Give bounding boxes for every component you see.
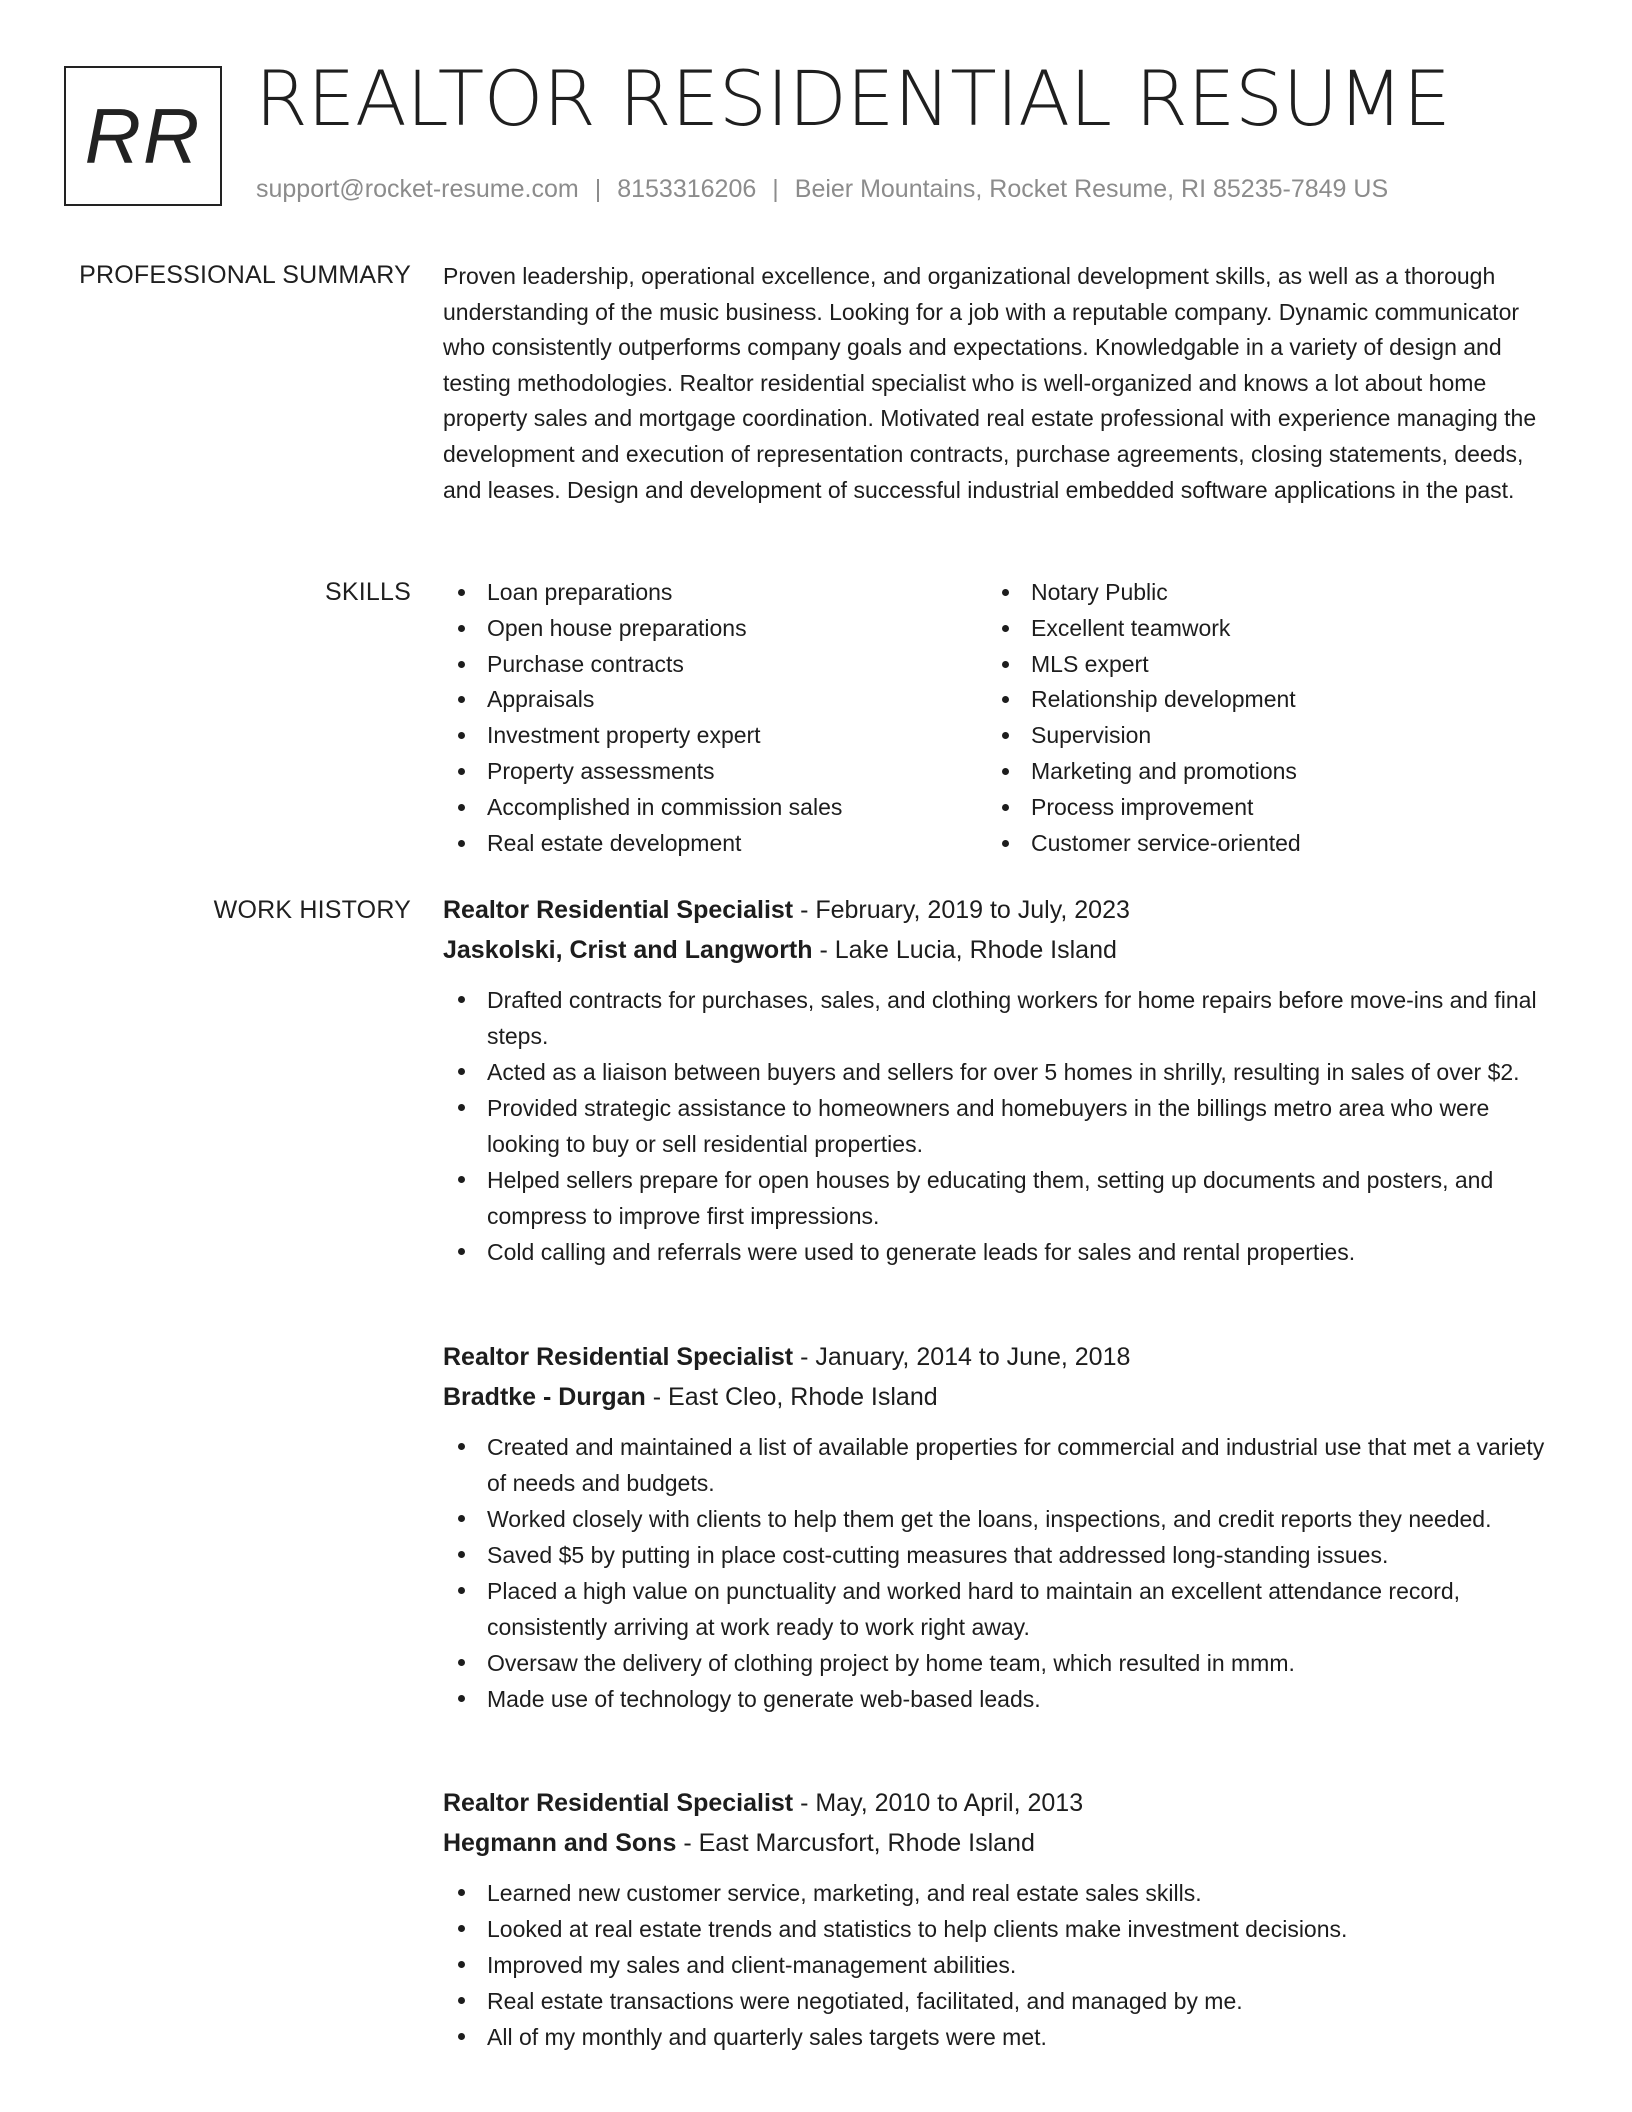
job-company: Hegmann and Sons bbox=[443, 1829, 677, 1857]
contact-separator: | bbox=[594, 175, 602, 203]
section-title-work-history: WORK HISTORY bbox=[213, 896, 411, 924]
job-company-line bbox=[443, 1823, 1553, 1863]
job-company: Bradtke - Durgan bbox=[443, 1383, 646, 1411]
job-bullet: Created and maintained a list of available properties for commercial and industrial use that met a variety of needs and budgets. bbox=[443, 1429, 1553, 1501]
job-company-line bbox=[443, 1377, 1553, 1417]
skill-item: MLS expert bbox=[987, 647, 1531, 683]
job-company: Jaskolski, Crist and Langworth bbox=[443, 936, 813, 964]
job-entry bbox=[443, 1783, 1553, 2055]
job-bullet: Provided strategic assistance to homeowners and homebuyers in the billings metro area who were looking to buy or sell residential properties. bbox=[443, 1090, 1553, 1162]
monogram-text: RR bbox=[84, 91, 202, 180]
job-bullet: Made use of technology to generate web-based leads. bbox=[443, 1681, 1553, 1717]
job-role-line bbox=[443, 1783, 1553, 1823]
skill-item: Relationship development bbox=[987, 682, 1531, 718]
summary-body bbox=[443, 259, 1553, 508]
job-bullet: Worked closely with clients to help them get the loans, inspections, and credit reports they needed. bbox=[443, 1501, 1553, 1537]
job-role-line bbox=[443, 890, 1553, 930]
skill-item: Investment property expert bbox=[443, 718, 987, 754]
job-dates: - January, 2014 to June, 2018 bbox=[793, 1343, 1131, 1371]
skill-item: Appraisals bbox=[443, 682, 987, 718]
skill-item: Property assessments bbox=[443, 754, 987, 790]
resume-title: REALTOR RESIDENTIAL RESUME bbox=[255, 54, 1451, 143]
job-bullet: Looked at real estate trends and statistics to help clients make investment decisions. bbox=[443, 1911, 1553, 1947]
section-title-skills: SKILLS bbox=[325, 578, 411, 606]
job-bullet: Oversaw the delivery of clothing project by home team, which resulted in mmm. bbox=[443, 1645, 1553, 1681]
monogram-logo bbox=[64, 66, 222, 206]
skills-columns bbox=[443, 575, 1553, 861]
skill-item: Purchase contracts bbox=[443, 647, 987, 683]
job-entry bbox=[443, 1337, 1553, 1717]
skill-item: Accomplished in commission sales bbox=[443, 790, 987, 826]
skills-body bbox=[443, 575, 1553, 861]
job-location: - East Marcusfort, Rhode Island bbox=[676, 1829, 1035, 1857]
job-bullet: Saved $5 by putting in place cost-cutting measures that addressed long-standing issues. bbox=[443, 1537, 1553, 1573]
job-bullet: Drafted contracts for purchases, sales, and clothing workers for home repairs before move-ins and final steps. bbox=[443, 982, 1553, 1054]
job-bullet: All of my monthly and quarterly sales targets were met. bbox=[443, 2019, 1553, 2055]
job-bullet: Acted as a liaison between buyers and sellers for over 5 homes in shrilly, resulting in sales of over $2. bbox=[443, 1054, 1553, 1090]
job-location: - East Cleo, Rhode Island bbox=[645, 1383, 938, 1411]
job-entry bbox=[443, 890, 1553, 1270]
skill-item: Supervision bbox=[987, 718, 1531, 754]
job-role: Realtor Residential Specialist bbox=[443, 1343, 794, 1371]
job-company-line bbox=[443, 930, 1553, 970]
job-bullet: Helped sellers prepare for open houses by educating them, setting up documents and posters, and compress to improve first impressions. bbox=[443, 1162, 1553, 1234]
contact-separator: | bbox=[772, 175, 779, 203]
job-bullets bbox=[443, 982, 1553, 1270]
skill-item: Real estate development bbox=[443, 826, 987, 862]
skill-item: Excellent teamwork bbox=[987, 611, 1531, 647]
skill-item: Process improvement bbox=[987, 790, 1531, 826]
contact-address: Beier Mountains, Rocket Resume, RI 85235-7849 US bbox=[794, 175, 1389, 203]
job-bullet: Cold calling and referrals were used to generate leads for sales and rental properties. bbox=[443, 1234, 1553, 1270]
job-dates: - May, 2010 to April, 2013 bbox=[793, 1789, 1084, 1817]
section-title-summary: PROFESSIONAL SUMMARY bbox=[79, 261, 411, 289]
skill-item: Marketing and promotions bbox=[987, 754, 1531, 790]
job-bullet: Improved my sales and client-management abilities. bbox=[443, 1947, 1553, 1983]
skill-item: Open house preparations bbox=[443, 611, 987, 647]
job-role-line bbox=[443, 1337, 1553, 1377]
job-role: Realtor Residential Specialist bbox=[443, 896, 794, 924]
job-role: Realtor Residential Specialist bbox=[443, 1789, 794, 1817]
contact-phone: 8153316206 bbox=[617, 175, 757, 203]
skill-item: Notary Public bbox=[987, 575, 1531, 611]
job-location: - Lake Lucia, Rhode Island bbox=[812, 936, 1117, 964]
job-bullet: Learned new customer service, marketing, and real estate sales skills. bbox=[443, 1875, 1553, 1911]
contact-email: support@rocket-resume.com bbox=[256, 175, 579, 203]
contact-line bbox=[256, 172, 1388, 206]
skills-list-left bbox=[443, 575, 987, 861]
job-bullet: Real estate transactions were negotiated, facilitated, and managed by me. bbox=[443, 1983, 1553, 2019]
job-bullets bbox=[443, 1875, 1553, 2055]
skill-item: Loan preparations bbox=[443, 575, 987, 611]
skills-list-right bbox=[987, 575, 1531, 861]
job-bullet: Placed a high value on punctuality and worked hard to maintain an excellent attendance record, consistently arriving at work ready to work right away. bbox=[443, 1573, 1553, 1645]
skill-item: Customer service-oriented bbox=[987, 826, 1531, 862]
summary-text: Proven leadership, operational excellence, and organizational development skills, as well as a thorough understanding of the music business. Looking for a job with a reputable company. Dynamic communicator who consistently outperforms company goals and expectations. Knowledgable in a variety of design and testing methodologies. Realtor residential specialist who is well-organized and knows a lot about home property sales and mortgage coordination. Motivated real estate professional with experience managing the development and execution of representation contracts, purchase agreements, closing statements, deeds, and leases. Design and development of successful industrial embedded software applications in the past. bbox=[443, 263, 1537, 503]
job-dates: - February, 2019 to July, 2023 bbox=[793, 896, 1130, 924]
job-bullets bbox=[443, 1429, 1553, 1717]
